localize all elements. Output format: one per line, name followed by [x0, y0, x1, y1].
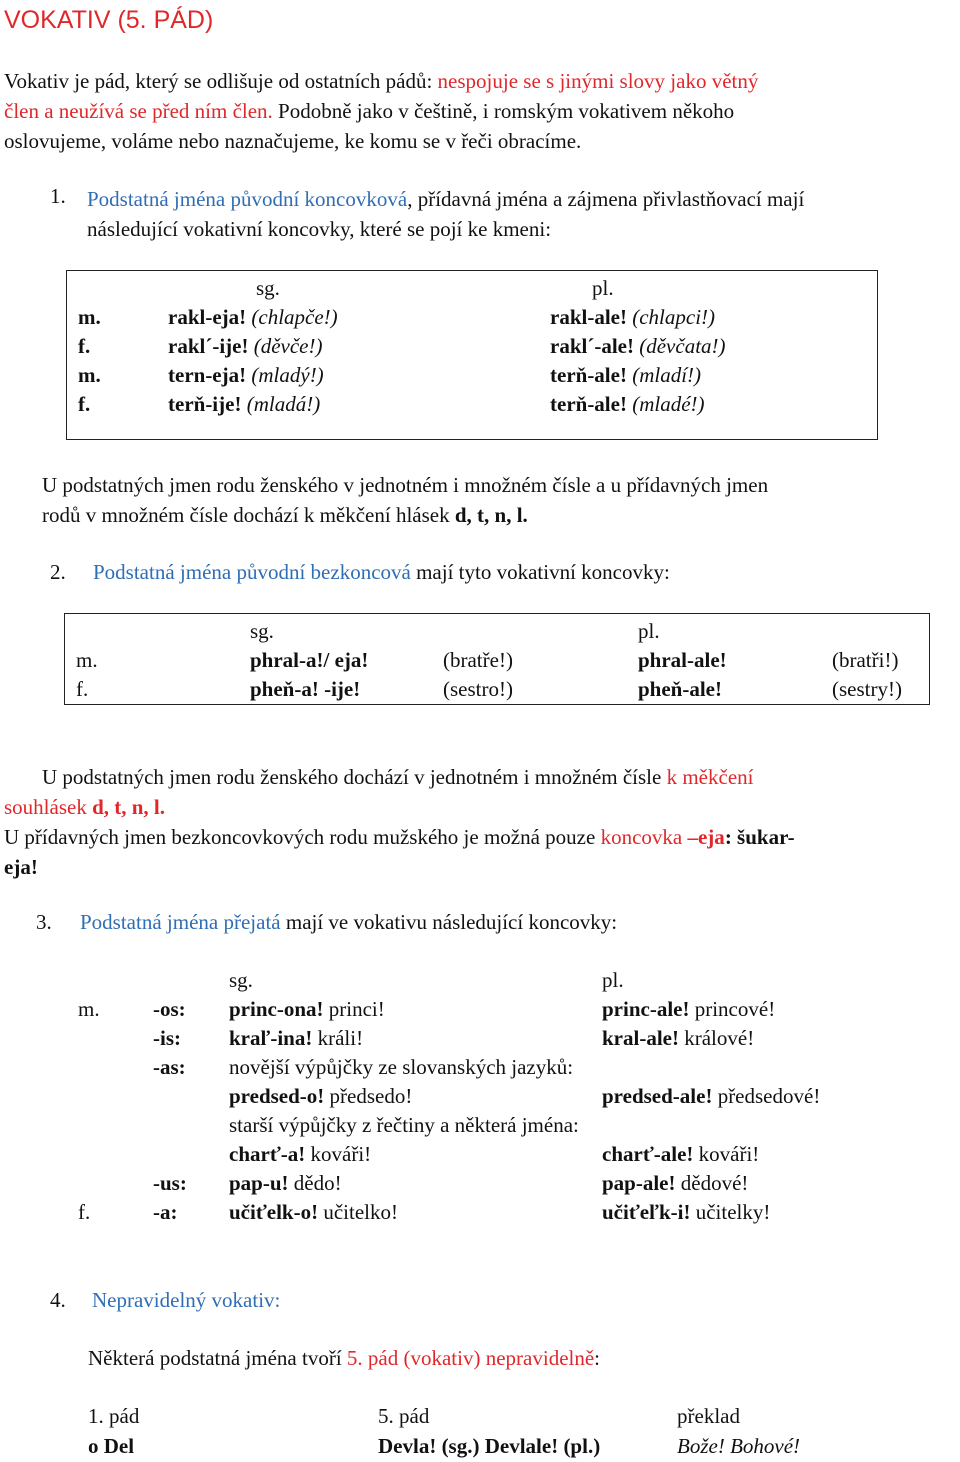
table-1-pl-cell: [550, 334, 726, 359]
table-3-sg-form: kraľ-ina!: [229, 1026, 313, 1050]
section-4-intro: [88, 1346, 600, 1371]
table-2-pl-form: pheň-ale!: [638, 677, 722, 701]
table-1-pl-header: pl.: [592, 276, 614, 300]
section-3-title: Podstatná jména přejatá: [80, 910, 281, 934]
table-3-pl-cell: [602, 997, 775, 1022]
table-3-pl-header: pl.: [602, 968, 624, 992]
section-4-intro-highlight: 5. pád (vokativ) nepravidelně: [346, 1346, 595, 1370]
table-1-gender: m.: [78, 305, 101, 329]
section-2-note-text: U podstatných jmen rodu ženského dochází v jednotném i množném čísle: [42, 765, 667, 789]
table-1-pl-cell: [550, 363, 701, 388]
table-1-sg-cell: [168, 392, 320, 417]
section-1-number: 1.: [50, 184, 66, 208]
table-3-pl-cell: [602, 1200, 770, 1225]
table-3-sg-cell: [229, 1142, 371, 1167]
table-3-sg-translation: učitelko!: [318, 1200, 398, 1224]
table-3-sg-form: princ-ona!: [229, 997, 324, 1021]
table-2-pl-form: phral-ale!: [638, 648, 727, 672]
table-2-sg-translation: (sestro!): [443, 677, 513, 701]
table-1-pl-cell: [550, 305, 715, 330]
table-2-sg-form: pheň-a! -ije!: [250, 677, 361, 701]
table-4-header-2: 5. pád: [378, 1404, 430, 1428]
section-2-note-letters: d, t, n, l.: [92, 795, 166, 819]
table-3-pl-cell: [602, 1084, 820, 1109]
table-2-pl-translation: (bratři!): [832, 648, 899, 672]
table-3-ending: -as:: [153, 1055, 186, 1079]
page-title: VOKATIV (5. PÁD): [4, 6, 214, 34]
section-1-heading: [87, 184, 804, 244]
table-4-translation: Bože! Bohové!: [677, 1434, 801, 1458]
table-1-sg-form: rakl-eja!: [168, 305, 247, 329]
section-4-heading: Nepravidelný vokativ:: [92, 1288, 281, 1312]
section-1-text-2: následující vokativní koncovky, které se pojí ke kmeni:: [87, 217, 552, 241]
table-1-sg-form: terň-ije!: [168, 392, 242, 416]
table-4-nominative: o Del: [88, 1434, 135, 1458]
section-3-heading: [80, 910, 617, 935]
table-3-pl-translation: kováři!: [693, 1142, 760, 1166]
table-1-pl-cell: [550, 392, 705, 417]
table-3-sg-translation: předsedo!: [324, 1084, 413, 1108]
table-3-gender: f.: [78, 1200, 91, 1224]
table-1-gender: f.: [78, 392, 91, 416]
table-3-pl-translation: princové!: [689, 997, 776, 1021]
intro-line-2: [4, 96, 758, 126]
table-1-sg-translation: (děvče!): [248, 334, 323, 358]
section-2-note: [4, 762, 795, 882]
table-3-ending: -is:: [153, 1026, 181, 1050]
table-3-sg-translation: králi!: [312, 1026, 364, 1050]
section-2-note-ending: koncovka: [600, 825, 688, 849]
table-1-pl-form: rakl´-ale!: [550, 334, 634, 358]
table-3-note: novější výpůjčky ze slovanských jazyků:: [229, 1055, 574, 1079]
table-3-ending: -os:: [153, 997, 186, 1021]
table-2-gender: m.: [76, 648, 98, 672]
table-3-pl-translation: učitelky!: [690, 1200, 771, 1224]
table-3-pl-translation: králové!: [678, 1026, 755, 1050]
section-2-note-example: : šukar-: [724, 825, 795, 849]
table-3-pl-translation: dědové!: [675, 1171, 749, 1195]
section-2-text: mají tyto vokativní koncovky:: [410, 560, 670, 584]
table-1-sg-form: rakl´-ije!: [168, 334, 249, 358]
table-3-pl-form: učiťeľk-i!: [602, 1200, 691, 1224]
section-3-number: 3.: [36, 910, 52, 934]
table-2-sg-translation: (bratře!): [443, 648, 513, 672]
table-3-pl-form: kral-ale!: [602, 1026, 679, 1050]
table-3-sg-cell: [229, 997, 385, 1022]
table-4-header-3: překlad: [677, 1404, 740, 1428]
table-1-pl-translation: (mladí!): [626, 363, 702, 387]
table-2-gender: f.: [76, 677, 89, 701]
table-4-vocative: Devla! (sg.) Devlale! (pl.): [378, 1434, 601, 1458]
table-3-sg-translation: kováři!: [305, 1142, 372, 1166]
table-1-pl-form: rakl-ale!: [550, 305, 627, 329]
table-1-pl-translation: (mladé!): [626, 392, 705, 416]
table-2-pl-header: pl.: [638, 619, 660, 643]
table-2-sg-header: sg.: [250, 619, 274, 643]
intro-highlight: nespojuje se s jinými slovy jako větný: [437, 69, 759, 93]
table-3-pl-form: charť-ale!: [602, 1142, 694, 1166]
table-4-header-1: 1. pád: [88, 1404, 140, 1428]
section-1-note-line-1: U podstatných jmen rodu ženského v jednotném i množném čísle a u přídavných jmen: [42, 473, 769, 497]
table-1-sg-cell: [168, 334, 322, 359]
table-3-pl-translation: předsedové!: [712, 1084, 821, 1108]
table-3-sg-cell: [229, 1026, 363, 1051]
table-3-sg-cell: [229, 1200, 398, 1225]
section-2-heading: [93, 560, 670, 585]
table-3-sg-form: charť-a!: [229, 1142, 306, 1166]
section-2-note-highlight-2: souhlásek: [4, 795, 93, 819]
section-4-intro-colon: :: [594, 1346, 601, 1370]
table-3-ending: -us:: [153, 1171, 187, 1195]
table-2-sg-form: phral-a!/ eja!: [250, 648, 369, 672]
section-2-note-text-3: U přídavných jmen bezkoncovkových rodu mužského je možná pouze: [4, 825, 601, 849]
table-1-sg-translation: (mladý!): [246, 363, 324, 387]
table-3-sg-header: sg.: [229, 968, 253, 992]
intro-highlight-2: člen a neužívá se před ním člen.: [4, 99, 273, 123]
table-1-pl-translation: (děvčata!): [633, 334, 726, 358]
table-3-sg-translation: princi!: [323, 997, 385, 1021]
table-1-sg-header: sg.: [256, 276, 280, 300]
table-3-pl-form: pap-ale!: [602, 1171, 676, 1195]
intro-line-1: [4, 66, 758, 96]
table-1-gender: m.: [78, 363, 101, 387]
section-1-title: Podstatná jména původní koncovková: [87, 187, 408, 211]
table-1-pl-form: terň-ale!: [550, 363, 627, 387]
table-3-sg-form: pap-u!: [229, 1171, 289, 1195]
table-3-pl-cell: [602, 1142, 759, 1167]
intro-text: Vokativ je pád, který se odlišuje od ostatních pádů:: [4, 69, 438, 93]
table-3-sg-form: učiťelk-o!: [229, 1200, 319, 1224]
section-1-note-letters: d, t, n, l.: [454, 503, 528, 527]
section-4-intro-text: Některá podstatná jména tvoří: [88, 1346, 347, 1370]
table-3-pl-cell: [602, 1171, 748, 1196]
section-3-text: mají ve vokativu následující koncovky:: [280, 910, 618, 934]
table-1-sg-cell: [168, 363, 324, 388]
table-1-sg-cell: [168, 305, 338, 330]
table-3-gender: m.: [78, 997, 100, 1021]
table-1-sg-translation: (mladá!): [241, 392, 321, 416]
table-3-pl-cell: [602, 1026, 754, 1051]
table-1-gender: f.: [78, 334, 91, 358]
table-3-pl-form: princ-ale!: [602, 997, 690, 1021]
section-4-number: 4.: [50, 1288, 66, 1312]
table-1-pl-translation: (chlapci!): [626, 305, 716, 329]
table-3-sg-cell: [229, 1084, 412, 1109]
table-3-note: starší výpůjčky z řečtiny a některá jména:: [229, 1113, 579, 1137]
section-2-title: Podstatná jména původní bezkoncová: [93, 560, 411, 584]
section-1-text: , přídavná jména a zájmena přivlastňovací mají: [407, 187, 805, 211]
intro-text-2: Podobně jako v češtině, i romským vokativem někoho: [272, 99, 735, 123]
section-2-note-example-end: eja!: [4, 855, 38, 879]
section-2-note-highlight: k měkčení: [666, 765, 754, 789]
table-3-ending: -a:: [153, 1200, 178, 1224]
table-1-sg-form: tern-eja!: [168, 363, 247, 387]
table-3-sg-form: predsed-o!: [229, 1084, 325, 1108]
table-3-sg-cell: [229, 1171, 342, 1196]
intro-line-3: oslovujeme, voláme nebo naznačujeme, ke komu se v řeči obracíme.: [4, 129, 582, 153]
table-3-pl-form: predsed-ale!: [602, 1084, 713, 1108]
table-1-pl-form: terň-ale!: [550, 392, 627, 416]
section-1-note: [42, 470, 768, 530]
table-2-pl-translation: (sestry!): [832, 677, 902, 701]
table-3-sg-translation: dědo!: [288, 1171, 342, 1195]
section-1-note-line-2: rodů v množném čísle dochází k měkčení hlásek: [42, 503, 455, 527]
intro-paragraph: [4, 66, 758, 156]
table-1-sg-translation: (chlapče!): [246, 305, 338, 329]
section-2-note-eja: –eja: [687, 825, 725, 849]
section-2-number: 2.: [50, 560, 66, 584]
